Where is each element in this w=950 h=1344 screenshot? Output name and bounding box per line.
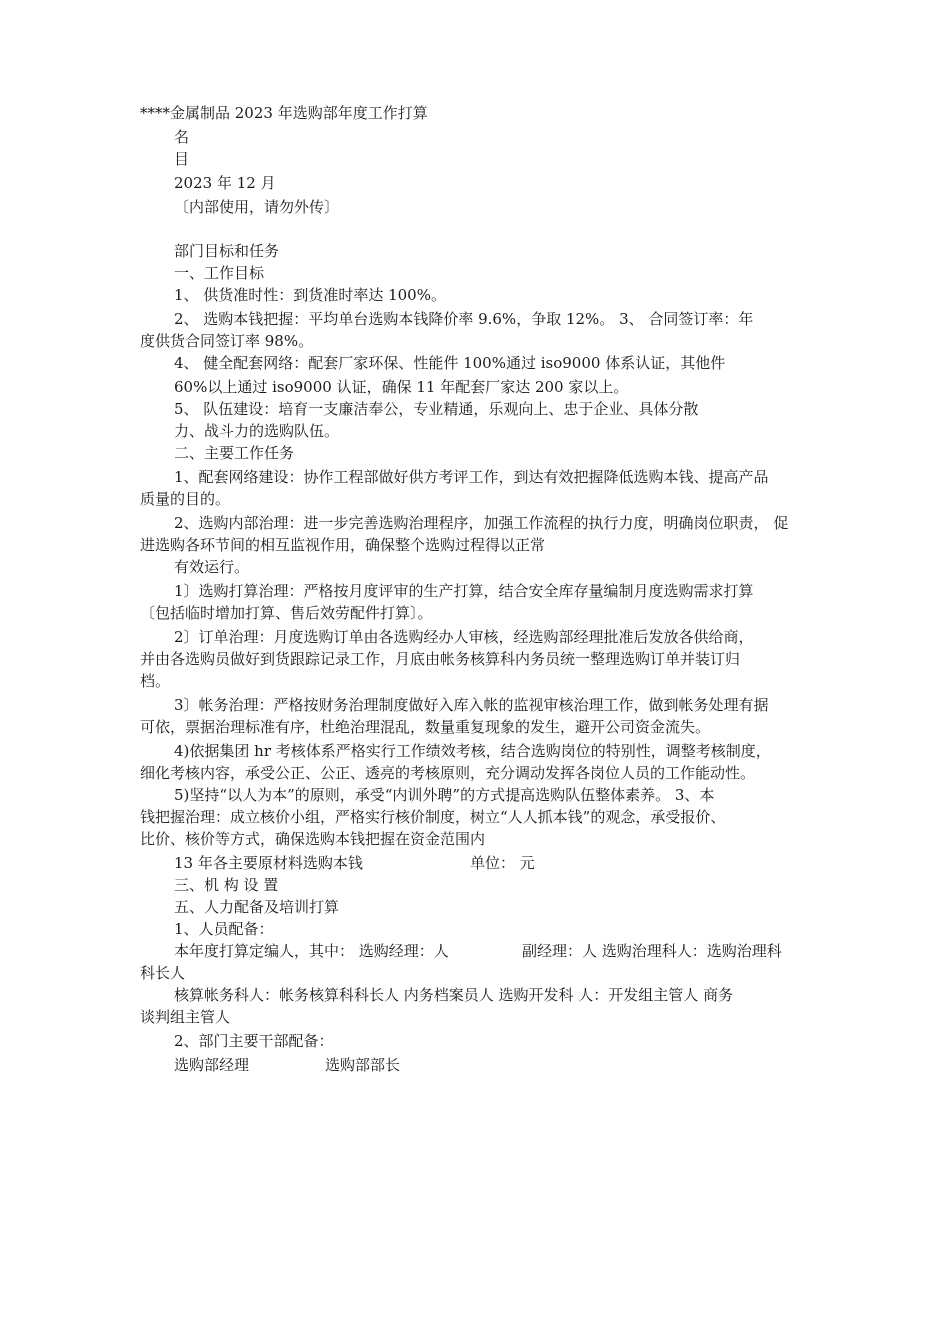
subtask-3-line-1: 3〕帐务治理：严格按财务治理制度做好入库入帐的监视审核治理工作，做到帐务处理有据 [174,696,769,714]
cost-unit-label: 单位： 元 [470,854,535,872]
subtask-2-line-2: 并由各选购员做好到货跟踪记录工作，月底由帐务核算科内务员统一整理选购订单并装订归 [140,650,741,668]
subtask-2-line-3: 档。 [140,672,171,690]
staff-line-1a: 本年度打算定编人，其中： 选购经理：人 [174,942,449,960]
task-2-line-2: 进选购各环节间的相互监视作用，确保整个选购过程得以正常 [140,536,546,554]
org-heading: 三、机 构 设 置 [174,876,279,894]
subtask-4-line-1: 4)依据集团 hr 考核体系严格实行工作绩效考核，结合选购岗位的特别性，调整考核制度， [174,742,771,760]
staff-line-2: 科长人 [140,964,186,982]
subtask-3-line-2: 可依，票据治理标准有序，杜绝治理混乱，数量重复现象的发生，避开公司资金流失。 [140,718,711,736]
staff-heading: 1、人员配备： [174,920,274,938]
task-2-line-3: 有效运行。 [174,558,250,576]
section-heading: 部门目标和任务 [174,242,280,260]
staff-line-3: 核算帐务科人：帐务核算科科长人 内务档案员人 选购开发科 人：开发组主管人 商务 [174,986,734,1004]
cadre-heading: 2、部门主要干部配备： [174,1032,334,1050]
subtask-5-line-1: 5)坚持“以人为本”的原则，承受“内训外聘”的方式提高选购队伍整体素养。 3、本 [174,786,715,804]
internal-notice: 〔内部使用，请勿外传〕 [174,198,340,216]
goal-2-line-1: 2、 选购本钱把握：平均单台选购本钱降价率 9.6%，争取 12%。 3、 合同签订率：年 [174,310,754,328]
subtask-1-line-2: 〔包括临时增加打算、售后效劳配件打算〕。 [140,604,433,622]
item-label: 目 [174,150,190,168]
subtask-5-line-2: 钱把握治理：成立核价小组，严格实行核价制度，树立“人人抓本钱”的观念，承受报价、 [140,808,726,826]
name-label: 名 [174,128,190,146]
staff-line-4: 谈判组主管人 [140,1008,231,1026]
subtask-4-line-2: 细化考核内容，承受公正、公正、透亮的考核原则，充分调动发挥各岗位人员的工作能动性。 [140,764,756,782]
document-date: 2023 年 12 月 [174,174,276,192]
cadre-minister: 选购部部长 [325,1056,401,1074]
cost-table-caption: 13 年各主要原材料选购本钱 [174,854,363,872]
goals-heading: 一、工作目标 [174,264,265,282]
goal-5-line-2: 力、战斗力的选购队伍。 [174,422,340,440]
goal-4-line-2: 60%以上通过 iso9000 认证，确保 11 年配套厂家达 200 家以上。 [174,378,629,396]
task-2-line-1: 2、选购内部治理：进一步完善选购治理程序，加强工作流程的执行力度，明确岗位职责， 促 [174,514,789,532]
subtask-5-line-3: 比价、核价等方式，确保选购本钱把握在资金范围内 [140,830,486,848]
goal-1: 1、 供货准时性：到货准时率达 100%。 [174,286,446,304]
staff-line-1b: 副经理：人 选购治理科人：选购治理科 [522,942,782,960]
subtask-1-line-1: 1〕选购打算治理：严格按月度评审的生产打算，结合安全库存量编制月度选购需求打算 [174,582,754,600]
goal-4-line-1: 4、 健全配套网络：配套厂家环保、性能件 100%通过 iso9000 体系认证，其他件 [174,354,726,372]
goal-5-line-1: 5、 队伍建设：培育一支廉洁奉公，专业精通，乐观向上、忠于企业、具体分散 [174,400,699,418]
task-1-line-1: 1、配套网络建设：协作工程部做好供方考评工作，到达有效把握降低选购本钱、提高产品 [174,468,769,486]
goal-2-line-2: 度供货合同签订率 98%。 [140,332,314,350]
subtask-2-line-1: 2〕订单治理：月度选购订单由各选购经办人审核，经选购部经理批准后发放各供给商， [174,628,754,646]
document-title: ****金属制品 2023 年选购部年度工作打算 [140,104,428,122]
tasks-heading: 二、主要工作任务 [174,444,295,462]
task-1-line-2: 质量的目的。 [140,490,231,508]
cadre-manager: 选购部经理 [174,1056,250,1074]
hr-heading: 五、人力配备及培训打算 [174,898,340,916]
